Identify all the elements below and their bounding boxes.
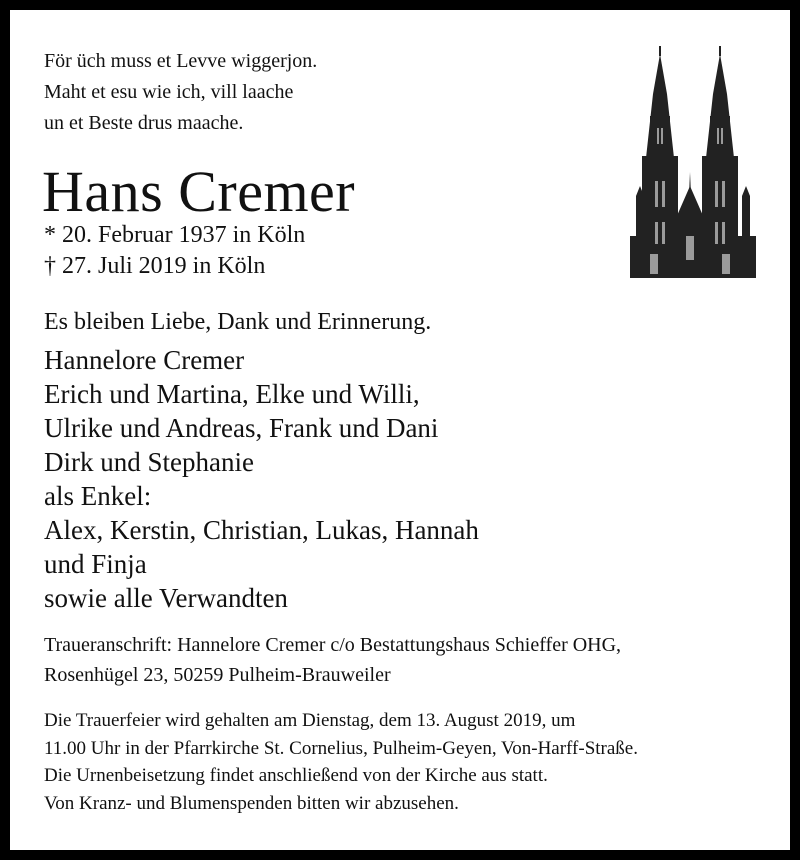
ceremony-line: Von Kranz- und Blumenspenden bitten wir abzusehen. xyxy=(44,792,459,814)
cologne-cathedral-icon xyxy=(626,46,760,278)
poem-line: Maht et esu wie ich, vill laache xyxy=(44,81,294,103)
ceremony-line: 11.00 Uhr in der Pfarrkirche St. Cornelius, Pulheim-Geyen, Von-Harff-Straße. xyxy=(44,737,638,759)
mourning-address xyxy=(44,630,621,690)
tagline: Es bleiben Liebe, Dank und Erinnerung. xyxy=(44,309,432,335)
address-line: Traueranschrift: Hannelore Cremer c/o Bestattungshaus Schieffer OHG, xyxy=(44,634,622,656)
death-date: † 27. Juli 2019 in Köln xyxy=(44,253,266,279)
family-line: als Enkel: xyxy=(44,481,152,511)
birth-date: * 20. Februar 1937 in Köln xyxy=(44,222,306,248)
poem-line: un et Beste drus maache. xyxy=(44,112,244,134)
family-line: sowie alle Verwandten xyxy=(44,583,288,613)
poem-line: För üch muss et Levve wiggerjon. xyxy=(44,50,318,72)
family-line: Hannelore Cremer xyxy=(44,345,245,375)
family-line: Dirk und Stephanie xyxy=(44,447,254,477)
family-line: Ulrike und Andreas, Frank und Dani xyxy=(44,413,439,443)
ceremony-line: Die Trauerfeier wird gehalten am Dienstag, dem 13. August 2019, um xyxy=(44,710,576,731)
address-line: Rosenhügel 23, 50259 Pulheim-Brauweiler xyxy=(44,664,391,686)
life-dates xyxy=(44,220,305,282)
family-line: Alex, Kerstin, Christian, Lukas, Hannah xyxy=(44,515,479,545)
ceremony-line: Die Urnenbeisetzung findet anschließend von der Kirche aus statt. xyxy=(44,765,548,786)
family-list xyxy=(44,343,479,615)
poem xyxy=(44,46,317,139)
family-line: und Finja xyxy=(44,549,147,579)
family-line: Erich und Martina, Elke und Willi, xyxy=(44,379,420,409)
deceased-name: Hans Cremer xyxy=(42,159,356,224)
ceremony-details xyxy=(44,707,638,817)
